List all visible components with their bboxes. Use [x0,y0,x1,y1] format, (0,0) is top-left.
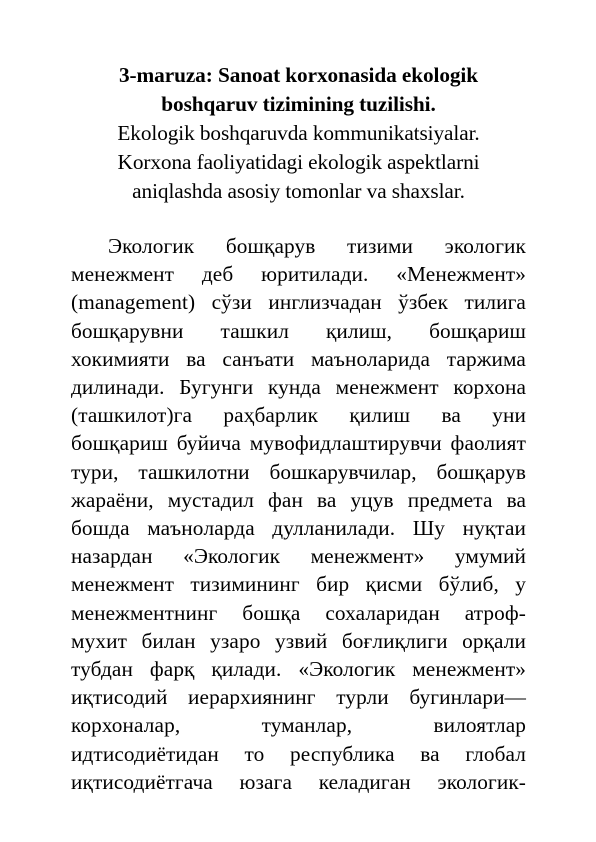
subtitle-line-2: Korxona faoliyatidagi ekologik aspektlarni [117,150,480,174]
body-paragraph: Экологик бошқарув тизими экологик менежмент деб юритилади. «Менежмент» (management) сўзи инглизчадан ўзбек тилига бошқарувни ташкил қилиш, бошқариш хокимияти ва санъати маъноларида таржима дилинади. Бугунги кунда менежмент корхона (ташкилот)га раҳбарлик қилиш ва уни бошқариш буйича мувофидлаштирувчи фаолият тури, ташкилотни бошкарувчилар, бошқарув жараёни, мустадил фан ва уцув предмета ва бошда маънoларда дулланилади. Шу нуқтаи назардан «Экологик менежмент» умумий менежмент тизимининг бир қисми бўлиб, у менежментнинг бошқа сохаларидан атроф-мухит билан узаро узвий боғлиқлиги орқали тубдан фарқ қилади. «Экологик менежмент» иқтисодий иерархиянинг турли бугинлари— корхоналар, туманлар, вилоятлар идтисодиётидан то республика ва глобал иқтисодиётгача юзага келадиган экологик- [71,234,526,794]
title-line-1: 3-maruza: Sanoat korxonasida ekologik [119,63,478,87]
lecture-heading [71,61,526,206]
document-page [71,61,526,796]
title-line-2: boshqaruv tizimining tuzilishi. [161,92,436,116]
subtitle-line-3: aniqlashda asosiy tomonlar va shaxslar. [132,179,465,203]
subtitle-line-1: Ekologik boshqaruvda kommunikatsiyalar. [117,121,480,145]
